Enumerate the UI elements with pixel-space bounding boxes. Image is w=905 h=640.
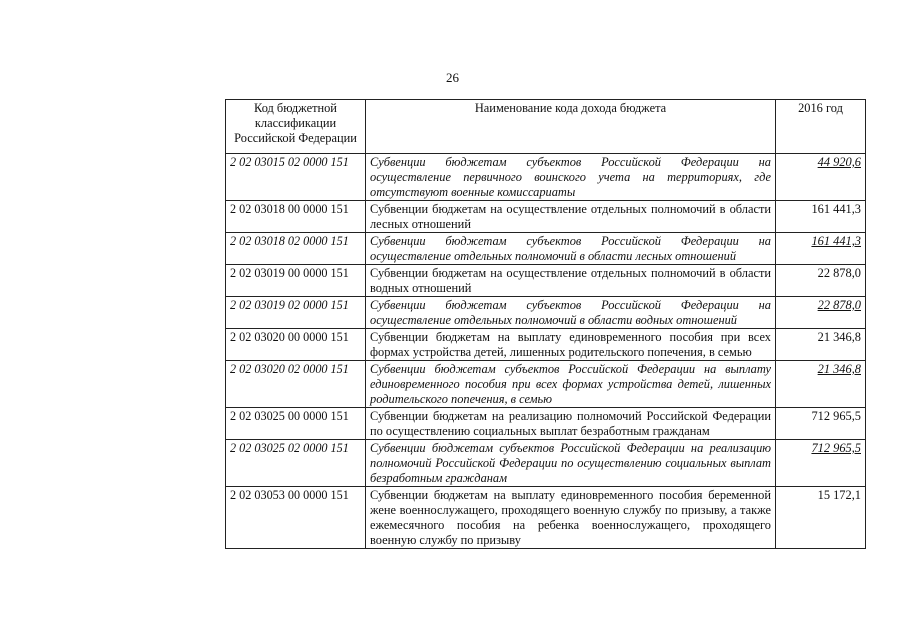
amount-value: 21 346,8 [817, 330, 861, 344]
income-name-cell: Субвенции бюджетам субъектов Российской Федерации на выплату единовременного пособия при всех формах устройства детей, лишенных родительского попечения, в семью [366, 361, 776, 408]
budget-code-cell: 2 02 03020 00 0000 151 [226, 329, 366, 361]
budget-code-cell: 2 02 03025 02 0000 151 [226, 440, 366, 487]
amount-value: 712 965,5 [811, 441, 861, 455]
income-name-cell: Субвенции бюджетам субъектов Российской Федерации на реализацию полномочий Российской Федерации по осуществлению социальных выплат безработным гражданам [366, 440, 776, 487]
table-header-row [226, 100, 866, 154]
amount-cell [776, 297, 866, 329]
income-name-cell: Субвенции бюджетам на реализацию полномочий Российской Федерации по осуществлению социальных выплат безработным гражданам [366, 408, 776, 440]
amount-value: 712 965,5 [811, 409, 861, 423]
table-row [226, 297, 866, 329]
table-row [226, 408, 866, 440]
amount-cell [776, 440, 866, 487]
income-name-cell: Субвенции бюджетам на выплату единовременного пособия при всех формах устройства детей, лишенных родительского попечения, в семью [366, 329, 776, 361]
budget-code-cell: 2 02 03019 00 0000 151 [226, 265, 366, 297]
amount-value: 22 878,0 [817, 266, 861, 280]
table-row [226, 201, 866, 233]
amount-value: 44 920,6 [817, 155, 861, 169]
table-row [226, 440, 866, 487]
amount-cell [776, 329, 866, 361]
table-row [226, 361, 866, 408]
amount-cell [776, 265, 866, 297]
budget-code-cell: 2 02 03053 00 0000 151 [226, 487, 366, 549]
page-number: 26 [446, 70, 459, 85]
amount-value: 161 441,3 [811, 234, 861, 248]
table-row [226, 329, 866, 361]
amount-value: 22 878,0 [817, 298, 861, 312]
budget-code-cell: 2 02 03018 00 0000 151 [226, 201, 366, 233]
header-name: Наименование кода дохода бюджета [366, 100, 776, 154]
income-name-cell: Субвенции бюджетам на осуществление отдельных полномочий в области лесных отношений [366, 201, 776, 233]
amount-cell [776, 201, 866, 233]
budget-code-cell: 2 02 03025 00 0000 151 [226, 408, 366, 440]
amount-value: 15 172,1 [817, 488, 861, 502]
table-row [226, 154, 866, 201]
table-body [226, 154, 866, 549]
table-row [226, 265, 866, 297]
amount-cell [776, 408, 866, 440]
budget-code-cell: 2 02 03018 02 0000 151 [226, 233, 366, 265]
header-year: 2016 год [776, 100, 866, 154]
amount-cell [776, 487, 866, 549]
amount-cell [776, 154, 866, 201]
header-code: Код бюджетной классификации Российской Федерации [226, 100, 366, 154]
budget-revenue-table [225, 99, 866, 549]
budget-code-cell: 2 02 03015 02 0000 151 [226, 154, 366, 201]
budget-code-cell: 2 02 03020 02 0000 151 [226, 361, 366, 408]
income-name-cell: Субвенции бюджетам на выплату единовременного пособия беременной жене военнослужащего, проходящего военную службу по призыву, а также ежемесячного пособия на ребенка военнослужащего, проходящего военную службу по призыву [366, 487, 776, 549]
income-name-cell: Субвенции бюджетам на осуществление отдельных полномочий в области водных отношений [366, 265, 776, 297]
amount-value: 21 346,8 [817, 362, 861, 376]
table-row [226, 487, 866, 549]
income-name-cell: Субвенции бюджетам субъектов Российской Федерации на осуществление первичного воинского учета на территориях, где отсутствуют военные комиссариаты [366, 154, 776, 201]
budget-code-cell: 2 02 03019 02 0000 151 [226, 297, 366, 329]
income-name-cell: Субвенции бюджетам субъектов Российской Федерации на осуществление отдельных полномочий в области водных отношений [366, 297, 776, 329]
amount-value: 161 441,3 [811, 202, 861, 216]
income-name-cell: Субвенции бюджетам субъектов Российской Федерации на осуществление отдельных полномочий в области лесных отношений [366, 233, 776, 265]
amount-cell [776, 361, 866, 408]
amount-cell [776, 233, 866, 265]
table-row [226, 233, 866, 265]
